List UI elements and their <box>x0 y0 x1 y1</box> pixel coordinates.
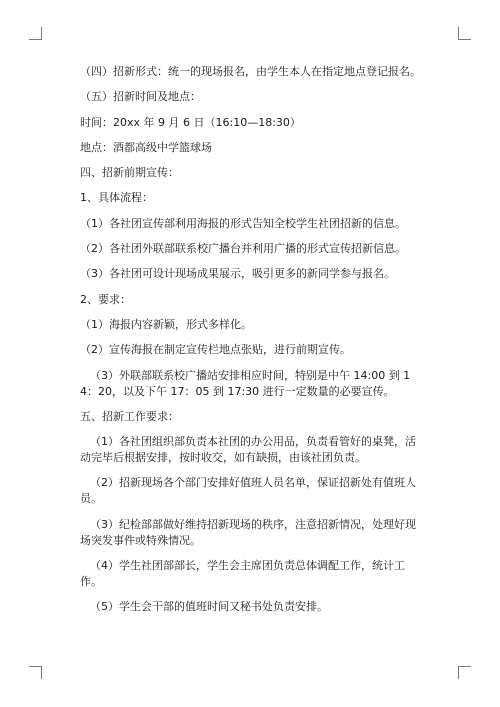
paragraph-time: 时间：20xx 年 9 月 6 日（16:10—18:30） <box>80 115 301 129</box>
document-body <box>80 64 425 615</box>
list-item-work-2: （2）招新现场各个部门安排好值班人员名单，保证招新处有值班人员。 <box>80 476 416 506</box>
list-item-work-4: （4）学生社团部部长，学生会主席团负责总体调配工作，统计工作。 <box>80 559 405 589</box>
paragraph-time-place-heading: （五）招新时间及地点： <box>80 90 201 104</box>
list-item-work-3: （3）纪检部部做好维持招新现场的秩序，注意招新情况，处理好现场突发事件或特殊情况。 <box>80 517 416 547</box>
section-heading-work-requirements: 五、招新工作要求： <box>80 409 179 423</box>
crop-mark-bottom-right <box>458 666 471 679</box>
list-item-requirement-2: （2）宣传海报在制定宣传栏地点张贴，进行前期宣传。 <box>80 343 351 357</box>
subheading-process: 1、具体流程： <box>80 191 153 205</box>
list-item-process-1: （1）各社团宣传部利用海报的形式告知全校学生社团招新的信息。 <box>80 216 406 230</box>
list-item-requirement-3: （3）外联部联系校广播站安排相应时间，特别是中午 14:00 到 14：20，以及下午 17：05 到 17:30 进行一定数量的必要宣传。 <box>80 368 411 398</box>
crop-mark-top-right <box>458 27 471 40</box>
list-item-work-5: （5）学生会干部的值班时间又秘书处负责安排。 <box>90 600 328 614</box>
list-item-process-3: （3）各社团可设计现场成果展示，吸引更多的新同学参与报名。 <box>80 267 395 281</box>
paragraph-place: 地点：酒都高级中学篮球场 <box>80 140 212 154</box>
list-item-process-2: （2）各社团外联部联系校广播台并利用广播的形式宣传招新信息。 <box>80 242 406 256</box>
subheading-requirements: 2、要求： <box>80 292 131 306</box>
crop-mark-bottom-left <box>29 666 42 679</box>
paragraph-recruit-form: （四）招新形式：统一的现场报名，由学生本人在指定地点登记报名。 <box>80 65 421 78</box>
section-heading-publicity: 四、招新前期宣传： <box>80 166 179 180</box>
crop-mark-top-left <box>29 27 42 40</box>
list-item-work-1: （1）各社团组织部负责本社团的办公用品，负责看管好的桌凳，活动完毕后根据安排，按时收交，如有缺损，由该社团负责。 <box>80 435 416 465</box>
list-item-requirement-1: （1）海报内容新颖，形式多样化。 <box>80 317 252 331</box>
